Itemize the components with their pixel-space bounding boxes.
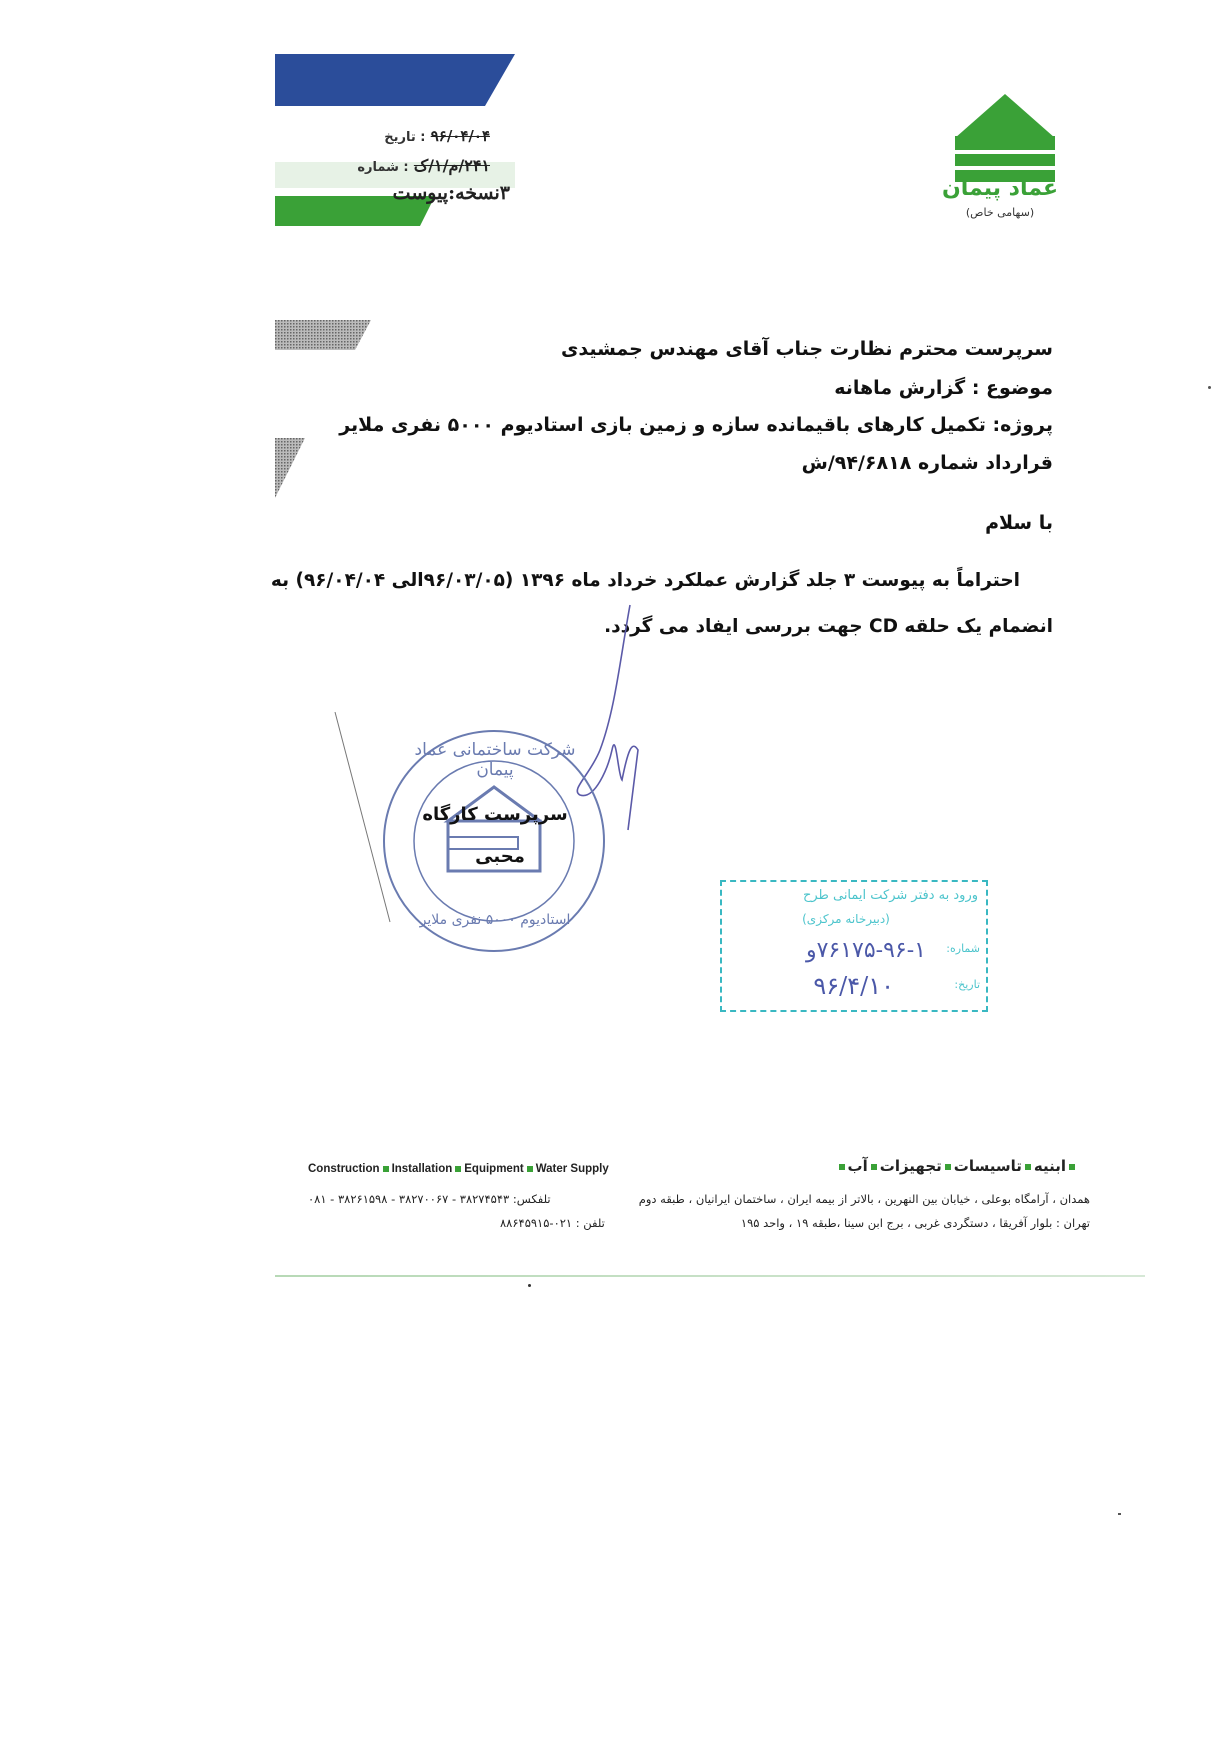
attachment-line: ۳نسخه:پیوست xyxy=(392,182,510,204)
number-value: ۲۴۱/م/۱/ک xyxy=(413,156,490,175)
date-line xyxy=(330,127,490,145)
stamp-ring-top-text: شرکت ساختمانی عماد پیمان xyxy=(414,740,576,780)
speck xyxy=(528,1284,531,1287)
square-bullet-icon xyxy=(383,1166,389,1172)
hatched-band xyxy=(275,320,371,350)
receipt-stamp xyxy=(720,880,988,1012)
service-fa-1: ابنیه xyxy=(1033,1157,1066,1175)
signature-title: سرپرست کارگاه xyxy=(422,804,568,825)
number-label: : شماره xyxy=(357,160,409,175)
body-line-2: انضمام یک حلقه CD جهت بررسی ایفاد می گردد. xyxy=(604,616,1053,637)
square-bullet-icon xyxy=(839,1164,845,1170)
receipt-number-label: شماره: xyxy=(946,942,980,955)
square-bullet-icon xyxy=(455,1166,461,1172)
header-blue-band xyxy=(275,54,515,106)
services-persian xyxy=(836,1157,1078,1175)
receipt-date-value: ۹۶/۴/۱۰ xyxy=(813,972,894,1000)
service-fa-3: تجهیزات xyxy=(879,1157,942,1175)
square-bullet-icon xyxy=(1069,1164,1075,1170)
square-bullet-icon xyxy=(871,1164,877,1170)
number-line xyxy=(330,156,490,175)
square-bullet-icon xyxy=(1025,1164,1031,1170)
receipt-heading: ورود به دفتر شرکت ایمانی طرح xyxy=(802,888,978,903)
square-bullet-icon xyxy=(527,1166,533,1172)
greeting-line: با سلام xyxy=(985,512,1053,534)
recipient-line: سرپرست محترم نظارت جناب آقای مهندس جمشیدی xyxy=(560,338,1053,360)
service-en-3: Equipment xyxy=(464,1163,524,1175)
service-en-1: Construction xyxy=(308,1163,380,1175)
body-line-1: احتراماً به پیوست ۳ جلد گزارش عملکرد خرداد ماه ۱۳۹۶ (۹۶/۰۳/۰۵الی ۹۶/۰۴/۰۴) به xyxy=(270,570,1020,591)
speck xyxy=(1208,386,1211,389)
speck xyxy=(1118,1513,1121,1515)
project-line: پروژه: تکمیل کارهای باقیمانده سازه و زمین بازی استادیوم ۵۰۰۰ نفری ملایر xyxy=(339,414,1053,436)
services-english xyxy=(308,1163,609,1175)
receipt-subheading: (دبیرخانه مرکزی) xyxy=(802,912,890,926)
hatched-corner xyxy=(275,438,305,498)
footer-divider xyxy=(275,1275,1145,1277)
address-tehran: تهران : بلوار آفریقا ، دستگردی غربی ، برج ابن سینا ،طبقه ۱۹ ، واحد ۱۹۵ xyxy=(740,1216,1090,1230)
service-fa-4: آب xyxy=(847,1157,868,1175)
address-hamedan: همدان ، آرامگاه بوعلی ، خیابان بین النهرین ، بالاتر از بیمه ایران ، ساختمان ایرانیان ، طبقه دوم xyxy=(638,1192,1090,1206)
receipt-date-label: تاریخ: xyxy=(954,978,980,991)
contract-line: قرارداد شماره ۹۴/۶۸۱۸/ش xyxy=(801,452,1053,474)
service-fa-2: تاسیسات xyxy=(953,1157,1022,1175)
subject-line: موضوع : گزارش ماهانه xyxy=(834,377,1053,399)
date-label: : تاریخ xyxy=(384,130,426,145)
date-value: ۹۶/۰۴/۰۴ xyxy=(430,127,490,145)
square-bullet-icon xyxy=(945,1164,951,1170)
signature-name: محبی xyxy=(475,846,525,867)
receipt-number-value: ۷۶۱۷۵-۹۶-۱و xyxy=(805,938,926,963)
service-en-4: Water Supply xyxy=(535,1163,609,1175)
service-en-2: Installation xyxy=(391,1163,453,1175)
stamp-ring-bottom-text: استادیوم ۵۰۰۰ نفری ملایر xyxy=(419,912,571,928)
phones-hamedan: تلفکس: ۳۸۲۷۴۵۴۳ - ۳۸۲۷۰۰۶۷ - ۳۸۲۶۱۵۹۸ - ۰۸۱ xyxy=(308,1192,551,1206)
company-type: (سهامی خاص) xyxy=(965,206,1035,219)
company-name: عماد پیمان xyxy=(941,176,1058,201)
phone-tehran: تلفن : ۰۲۱-۸۸۶۴۵۹۱۵ xyxy=(500,1216,605,1230)
